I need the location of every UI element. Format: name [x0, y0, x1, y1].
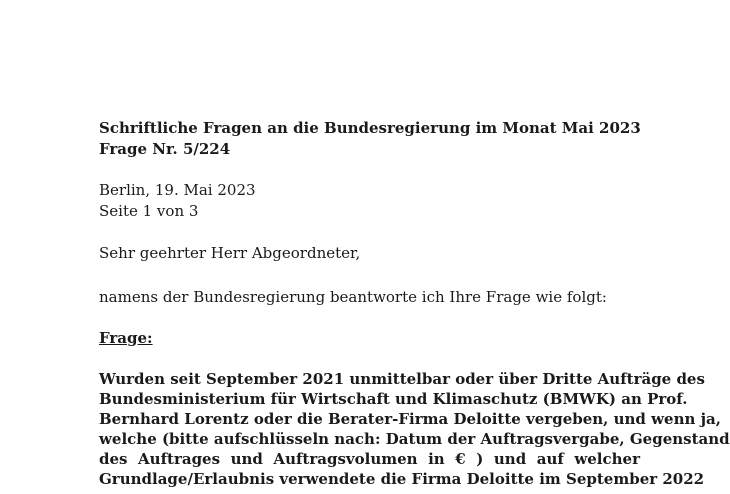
question-text	[99, 369, 730, 489]
question-line: Wurden seit September 2021 unmittelbar oder über Dritte Aufträge des	[99, 370, 705, 388]
question-line: Bundesministerium für Wirtschaft und Klimaschutz (BMWK) an Prof.	[99, 390, 688, 408]
question-label: Frage:	[99, 329, 153, 347]
salutation: Sehr geehrter Herr Abgeordneter,	[99, 244, 361, 262]
question-line: Bernhard Lorentz oder die Berater-Firma Deloitte vergeben, und wenn ja,	[99, 410, 721, 428]
question-line: welche (bitte aufschlüsseln nach: Datum der Auftragsvergabe, Gegenstand	[99, 430, 730, 448]
intro-paragraph: namens der Bundesregierung beantworte ich Ihre Frage wie folgt:	[99, 288, 607, 306]
question-number: Frage Nr. 5/224	[99, 140, 231, 158]
document-heading-title: Schriftliche Fragen an die Bundesregierung im Monat Mai 2023	[99, 119, 641, 137]
place-date: Berlin, 19. Mai 2023	[99, 181, 256, 199]
question-line: Grundlage/Erlaubnis verwendete die Firma Deloitte im September 2022	[99, 470, 705, 488]
page-count: Seite 1 von 3	[99, 202, 199, 220]
question-line: des Auftrages und Auftragsvolumen in € ) und auf welcher	[99, 450, 640, 468]
